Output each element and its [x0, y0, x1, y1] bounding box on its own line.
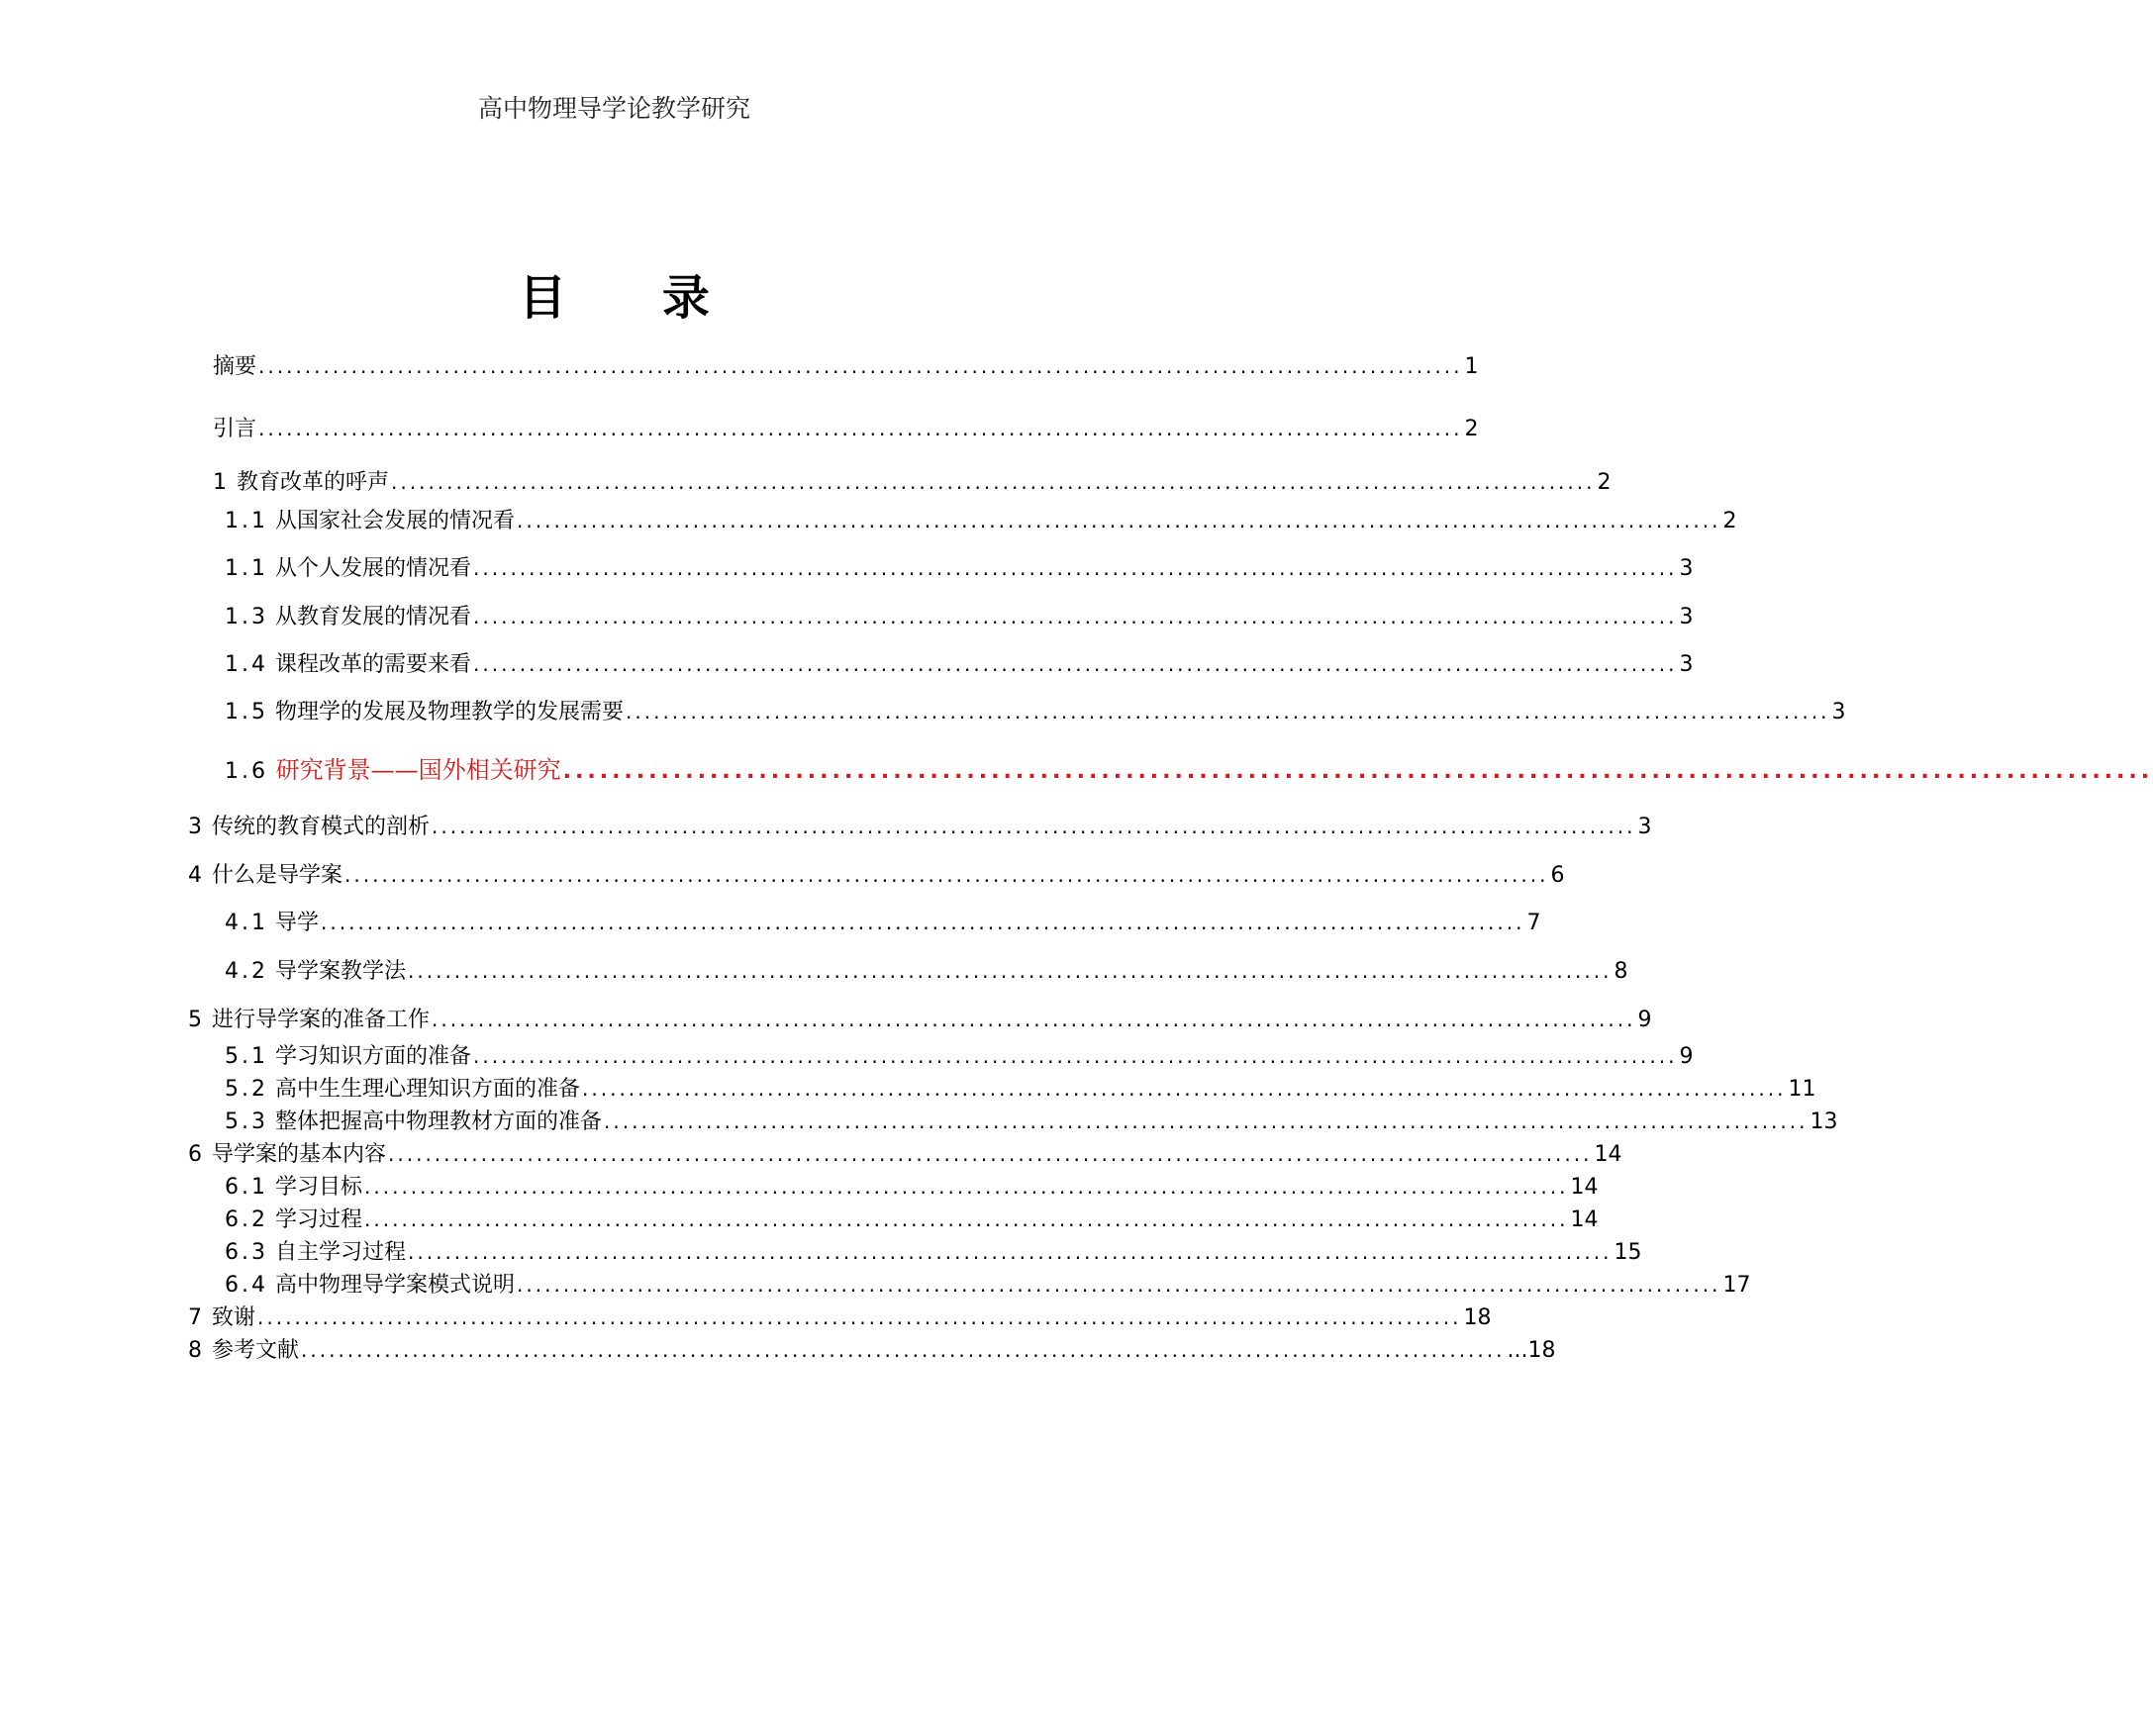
toc-label: 1.3 从教育发展的情况看	[225, 605, 472, 629]
toc-entry-5-3[interactable]	[225, 1107, 1838, 1137]
toc-entry-1-6[interactable]	[225, 755, 2153, 787]
toc-entry-5-1[interactable]	[225, 1041, 1694, 1072]
toc-leader-dots: ..................................................................................................................................	[258, 417, 1463, 440]
toc-page-number: 7	[1526, 911, 1541, 935]
toc-label: 4 什么是导学案	[188, 863, 343, 888]
toc-page-number: 2	[1464, 417, 1479, 441]
toc-leader-dots: ..................................................................................................................................	[473, 652, 1678, 676]
toc-page-number: 15	[1614, 1240, 1642, 1265]
toc-page-number: ...18	[1507, 1338, 1556, 1363]
toc-leader-dots: ..................................................................................................................................	[432, 1008, 1636, 1031]
toc-entry-4[interactable]	[188, 860, 1565, 891]
toc-leader-dots: ..................................................................................................................................	[321, 911, 1525, 934]
toc-entry-1-3[interactable]	[225, 602, 1694, 632]
toc-entry-5-2[interactable]	[225, 1074, 1816, 1105]
page-title: 目 录	[519, 270, 749, 326]
toc-entry-1-5[interactable]	[225, 697, 1846, 727]
toc-leader-dots: ..................................................................................................................................	[604, 1109, 1809, 1133]
toc-leader-dots: ..................................................................................................................................	[364, 1207, 1569, 1231]
toc-leader-dots: ..................................................................................................................................	[388, 1142, 1593, 1166]
toc-page-number: 3	[1679, 652, 1694, 677]
toc-label: 6.2 学习过程	[225, 1207, 363, 1232]
toc-label: 5.1 学习知识方面的准备	[225, 1044, 472, 1069]
toc-label: 6.4 高中物理导学案模式说明	[225, 1273, 516, 1298]
toc-label: 5 进行导学案的准备工作	[188, 1008, 431, 1032]
toc-entry-8[interactable]	[188, 1335, 1556, 1366]
toc-leader-dots: ..................................................................................................................................	[344, 863, 1549, 887]
toc-leader-dots: ..................................................................................................................................	[391, 470, 1596, 494]
toc-leader-dots: ..................................................................................................................................	[301, 1338, 1506, 1362]
toc-entry-6[interactable]	[188, 1139, 1622, 1170]
toc-entry-4-2[interactable]	[225, 956, 1628, 987]
toc-leader-dots: ..................................................................................................................................	[258, 354, 1463, 378]
toc-page-number: 2	[1722, 509, 1737, 533]
toc-label: 1.4 课程改革的需要来看	[225, 652, 472, 677]
toc-leader-dots: ..................................................................................................................................	[473, 556, 1678, 580]
toc-page-number: 18	[1463, 1305, 1492, 1330]
toc-page-number: 17	[1722, 1273, 1751, 1298]
running-header: 高中物理导学论教学研究	[477, 94, 750, 123]
toc-label: 3 传统的教育模式的剖析	[188, 815, 431, 839]
toc-page-number: 1	[1464, 354, 1479, 379]
toc-entry-4-1[interactable]	[225, 908, 1541, 938]
toc-label: 6 导学案的基本内容	[188, 1142, 387, 1167]
toc-page-number: 11	[1788, 1077, 1816, 1102]
toc-leader-dots: ..................................................................................................................................	[432, 815, 1636, 838]
toc-label: 4.2 导学案教学法	[225, 959, 407, 984]
toc-label: 5.3 整体把握高中物理教材方面的准备	[225, 1109, 603, 1134]
toc-label: 引言	[213, 417, 257, 441]
toc-page-number: 9	[1679, 1044, 1694, 1069]
toc-page-number: 14	[1570, 1175, 1599, 1200]
toc-entry-6-4[interactable]	[225, 1270, 1751, 1301]
toc-leader-dots: ..................................................................................................................................	[257, 1305, 1462, 1329]
toc-label: 1 教育改革的呼声	[213, 470, 390, 495]
toc-leader-dots: ..................................................................................................................................	[408, 959, 1613, 983]
toc-page-number: 14	[1594, 1142, 1622, 1167]
toc-page-number: 3	[1679, 605, 1694, 629]
toc-label: 7 致谢	[188, 1305, 256, 1330]
toc-page-number: 8	[1614, 959, 1628, 984]
toc-leader-dots: ..................................................................................................................................	[562, 759, 2153, 784]
toc-entry-abstract[interactable]	[213, 351, 1479, 382]
toc-leader-dots: ..................................................................................................................................	[517, 1273, 1721, 1297]
toc-leader-dots: ..................................................................................................................................	[582, 1077, 1787, 1101]
toc-label: 5.2 高中生生理心理知识方面的准备	[225, 1077, 581, 1102]
toc-page-number: 3	[1831, 700, 1846, 724]
toc-entry-1-4[interactable]	[225, 649, 1694, 680]
toc-label: 1.1 从个人发展的情况看	[225, 556, 472, 581]
toc-page-number: 3	[1679, 556, 1694, 581]
toc-label: 1.1 从国家社会发展的情况看	[225, 509, 516, 533]
toc-page-number: 2	[1597, 470, 1612, 495]
toc-entry-1-1[interactable]	[225, 506, 1737, 536]
toc-page-number: 9	[1637, 1008, 1652, 1032]
toc-label: 摘要	[213, 354, 257, 379]
toc-leader-dots: ..................................................................................................................................	[473, 1044, 1678, 1068]
toc-entry-6-1[interactable]	[225, 1172, 1599, 1203]
toc-leader-dots: ..................................................................................................................................	[408, 1240, 1613, 1264]
toc-label: 1.5 物理学的发展及物理教学的发展需要	[225, 700, 625, 724]
toc-page-number: 3	[1637, 815, 1652, 839]
toc-leader-dots: ..................................................................................................................................	[626, 700, 1830, 723]
toc-label: 1.6 研究背景——国外相关研究	[225, 756, 561, 784]
toc-entry-7[interactable]	[188, 1302, 1492, 1333]
toc-entry-5[interactable]	[188, 1005, 1652, 1035]
toc-page-number: 14	[1570, 1207, 1599, 1232]
toc-label: 6.3 自主学习过程	[225, 1240, 407, 1265]
toc-entry-introduction[interactable]	[213, 414, 1479, 444]
toc-entry-6-2[interactable]	[225, 1205, 1599, 1235]
toc-page-number: 13	[1810, 1109, 1838, 1134]
toc-leader-dots: ..................................................................................................................................	[364, 1175, 1569, 1199]
toc-page-number: 6	[1550, 863, 1565, 888]
toc-entry-3[interactable]	[188, 812, 1652, 842]
toc-leader-dots: ..................................................................................................................................	[517, 509, 1721, 532]
toc-entry-1-2[interactable]	[225, 553, 1694, 584]
toc-entry-1[interactable]	[213, 467, 1612, 498]
toc-leader-dots: ..................................................................................................................................	[473, 605, 1678, 628]
toc-entry-6-3[interactable]	[225, 1237, 1642, 1268]
toc-label: 8 参考文献	[188, 1338, 300, 1363]
toc-label: 6.1 学习目标	[225, 1175, 363, 1200]
toc-label: 4.1 导学	[225, 911, 320, 935]
